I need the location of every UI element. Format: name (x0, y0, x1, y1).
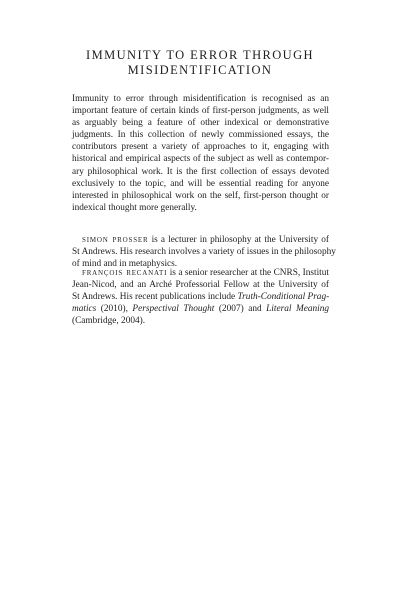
bio-line (72, 303, 329, 315)
description-line: judgments. In this collection of newly commissioned essays, the (72, 130, 329, 141)
description-line: as arguably being a feature of other indexical or demonstrative (72, 118, 329, 129)
book-title-literal-meaning: Literal Meaning (266, 304, 329, 315)
book-description (72, 93, 329, 214)
description-line: important feature of certain kinds of first-person judgments, as well (72, 106, 329, 117)
author-name-prosser: simon prosser (82, 235, 149, 245)
description-line: contributors present a variety of approaches to it, engaging with (72, 142, 329, 153)
bio-line: Jean-Nicod, and an Arché Professorial Fellow at the University of (72, 280, 329, 291)
bio-line (72, 267, 329, 279)
bio-text: (2010), (96, 304, 133, 315)
bio-line: St Andrews. His research involves a variety of issues in the philosophy (72, 247, 336, 258)
description-line: indexical thought more generally. (72, 202, 197, 213)
bio-line: (Cambridge, 2004). (72, 316, 146, 327)
bio-line: of mind and in metaphysics. (72, 259, 178, 270)
description-line: exclusively to the topic, and will be essential reading for anyone (72, 178, 329, 189)
book-title-truth-conditional-cont: matics (72, 304, 97, 315)
bio-text: (2007) and (214, 304, 267, 315)
book-title-truth-conditional: Truth-Conditional Prag- (237, 292, 330, 303)
book-title-line-2: MISIDENTIFICATION (127, 63, 273, 77)
author-bio-recanati (72, 267, 329, 327)
bio-line (72, 291, 329, 303)
description-line: interested in philosophical work on the self, first-person thought or (72, 190, 329, 201)
description-line: Immunity to error through misidentification is recognised as an (72, 94, 329, 104)
description-line: historical and empirical aspects of the subject as well as contempor- (72, 154, 329, 165)
description-line: ary philosophical work. It is the first collection of essays devoted (72, 166, 329, 177)
book-title-line-1: IMMUNITY TO ERROR THROUGH (86, 48, 314, 62)
book-title (60, 48, 340, 78)
author-name-recanati: françois recanati (82, 268, 168, 278)
book-title-perspectival-thought: Perspectival Thought (132, 304, 215, 315)
author-bio-prosser (72, 234, 336, 270)
bio-text: St Andrews. His recent publications include (72, 292, 238, 303)
bio-text: is a lecturer in philosophy at the University of (148, 235, 329, 245)
bio-line (72, 234, 329, 246)
bio-text: is a senior researcher at the CNRS, Institut (167, 268, 329, 278)
